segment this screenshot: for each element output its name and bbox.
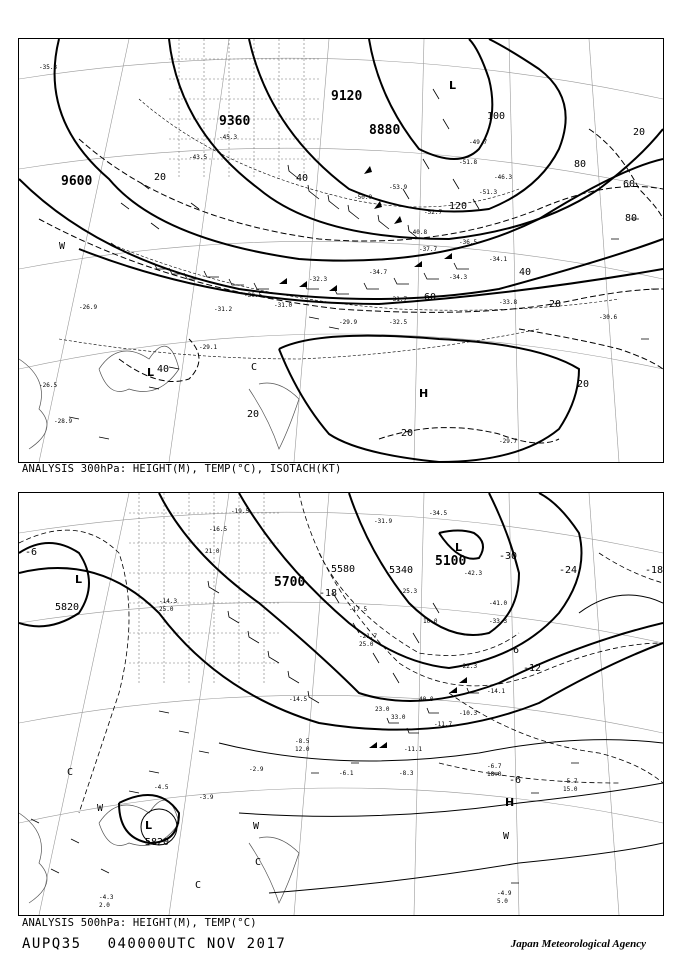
temp-label: -29.9 (339, 319, 358, 326)
temp-label: -28.9 (54, 418, 73, 425)
chart-datetime: 040000UTC NOV 2017 (107, 936, 287, 952)
warm-center-marker: W (59, 241, 66, 252)
isotach-label: 80 (574, 159, 587, 170)
cold-center-marker: C (255, 857, 262, 868)
isotach-label: 20 (247, 409, 260, 420)
warm-center-marker: W (97, 803, 104, 814)
obs-label: -6.7 (487, 763, 502, 770)
temp-label: -51.8 (459, 159, 478, 166)
warm-center-marker: W (253, 821, 260, 832)
obs-label: 40.0 (419, 696, 434, 703)
obs-label: -16.5 (209, 526, 228, 533)
isotherm-label: -6 (507, 645, 520, 656)
obs-label: -22.3 (459, 663, 478, 670)
height-label: 9360 (219, 114, 251, 129)
map-panel-500hpa (18, 492, 664, 916)
agency-name: Japan Meteorological Agency (510, 938, 646, 950)
temp-label: -34.7 (369, 269, 388, 276)
height-label: 9120 (331, 89, 363, 104)
obs-label: -4.9 (497, 890, 512, 897)
obs-label: -34.5 (429, 510, 448, 517)
cold-center-marker: C (251, 362, 258, 373)
temp-label: -53.9 (389, 184, 408, 191)
map-panel-300hpa (18, 38, 664, 463)
cold-center-marker: C (67, 767, 74, 778)
temp-label: -34.1 (489, 256, 508, 263)
obs-label: -8.3 (399, 770, 414, 777)
obs-label: -10.3 (459, 710, 478, 717)
temp-label: -31.7 (389, 296, 408, 303)
high-center-marker: H (419, 387, 429, 400)
temp-label: -30.6 (599, 314, 618, 321)
temp-label: -49.7 (469, 139, 488, 146)
temp-label: -35.3 (39, 64, 58, 71)
isotach-label: 20 (549, 299, 562, 310)
temp-label: -29.1 (199, 344, 218, 351)
isotherm-label: -18 (319, 588, 338, 599)
isotach-contours-300 (39, 129, 663, 443)
obs-label: -25.3 (399, 588, 418, 595)
obs-label: -4.5 (154, 784, 169, 791)
obs-label: 21.0 (205, 548, 220, 555)
chart-identifier (22, 936, 312, 952)
temp-label: -40.8 (409, 229, 428, 236)
obs-label: -4.3 (99, 894, 114, 901)
obs-label: -14.1 (487, 688, 506, 695)
temp-label: -31.2 (214, 306, 233, 313)
isotherm-label: -30 (499, 551, 518, 562)
temp-label: -29.7 (499, 438, 518, 445)
isotherm-label: -6 (25, 547, 38, 558)
obs-label: 10.0 (423, 618, 438, 625)
temp-label: -51.3 (479, 189, 498, 196)
isotach-label: 80 (625, 213, 638, 224)
obs-label: -8.5 (295, 738, 310, 745)
temp-label: -37.7 (419, 246, 438, 253)
isotach-label: 60 (424, 292, 437, 303)
obs-label: -11.1 (404, 746, 423, 753)
isotach-label: 40 (157, 364, 170, 375)
low-center-marker: L (449, 79, 457, 92)
warm-center-marker: W (503, 831, 510, 842)
height-label: 8880 (369, 123, 401, 138)
height-label: 5700 (274, 575, 306, 590)
obs-label: 2.0 (99, 902, 110, 909)
wind-barbs-300 (69, 89, 659, 439)
isotach-label: 120 (449, 201, 468, 212)
obs-label: -21.7 (359, 633, 378, 640)
obs-label: -17.5 (349, 606, 368, 613)
obs-label: 23.0 (375, 706, 390, 713)
temp-label: -50.9 (354, 194, 373, 201)
isotherm-label: -18 (645, 565, 663, 576)
temp-label: -26.9 (79, 304, 98, 311)
panel-500-caption: ANALYSIS 500hPa: HEIGHT(M), TEMP(°C) (22, 917, 257, 929)
temp-label: -34.3 (449, 274, 468, 281)
map-500hpa-svg (19, 493, 663, 915)
chart-code: AUPQ35 (22, 936, 82, 952)
temp-label: -45.3 (219, 134, 238, 141)
cold-center-marker: C (195, 880, 202, 891)
isotach-label: 20 (154, 172, 167, 183)
obs-label: 25.0 (159, 606, 174, 613)
graticule-500 (19, 493, 663, 915)
height-label: 9600 (61, 174, 93, 189)
isotach-label: 100 (487, 111, 506, 122)
temp-label: -46.3 (494, 174, 513, 181)
temp-label: -26.5 (39, 382, 58, 389)
obs-label: -42.3 (464, 570, 483, 577)
isotach-label: 40 (296, 173, 309, 184)
temp-label: -32.5 (389, 319, 408, 326)
obs-label: 25.0 (359, 641, 374, 648)
height-label: 5100 (435, 554, 467, 569)
height-label: 5340 (389, 565, 414, 576)
isotherm-label: -12 (523, 663, 542, 674)
low-center-marker: L (145, 819, 153, 832)
temp-label: -31.0 (274, 302, 293, 309)
temperature-labels-300 (39, 64, 617, 445)
height-label: 5820 (55, 602, 80, 613)
height-label: 5580 (331, 564, 356, 575)
obs-label: -11.7 (434, 721, 453, 728)
coastline-500 (19, 800, 299, 903)
obs-label: -14.3 (159, 598, 178, 605)
isotach-label: 20 (401, 428, 414, 439)
low-center-marker: L (455, 541, 463, 554)
obs-label: -2.9 (249, 766, 264, 773)
obs-label: -3.9 (199, 794, 214, 801)
temp-label: -32.3 (309, 276, 328, 283)
temp-label: -30.5 (244, 292, 263, 299)
isotach-label: 60 (623, 179, 636, 190)
obs-label: 33.0 (391, 714, 406, 721)
obs-label: 15.0 (563, 786, 578, 793)
isotach-label: 20 (633, 127, 646, 138)
low-center-marker: L (147, 366, 155, 379)
obs-label: -5.7 (563, 778, 578, 785)
obs-label: 12.0 (295, 746, 310, 753)
obs-label: -6.1 (339, 770, 354, 777)
obs-label: -33.3 (489, 618, 508, 625)
map-300hpa-svg (19, 39, 663, 462)
panel-300-caption: ANALYSIS 300hPa: HEIGHT(M), TEMP(°C), ISOTACH(KT) (22, 463, 342, 475)
temp-label: -43.5 (189, 154, 208, 161)
isotherm-label: -6 (509, 775, 522, 786)
temp-label: -52.7 (424, 209, 443, 216)
isotach-label: 40 (519, 267, 532, 278)
temp-label: -36.5 (459, 239, 478, 246)
obs-label: -14.5 (289, 696, 308, 703)
isotherm-label: -24 (559, 565, 578, 576)
obs-label: 18.0 (487, 771, 502, 778)
obs-label: 5.0 (497, 898, 508, 905)
low-center-marker: L (75, 573, 83, 586)
temp-label: -33.8 (499, 299, 518, 306)
isotach-label: 20 (577, 379, 590, 390)
high-center-marker: H (505, 796, 515, 809)
obs-label: -31.9 (374, 518, 393, 525)
obs-label: -41.0 (489, 600, 508, 607)
height-label: 5820 (145, 837, 170, 848)
thin-contours-500 (219, 595, 663, 893)
obs-label: -19.5 (231, 508, 250, 515)
